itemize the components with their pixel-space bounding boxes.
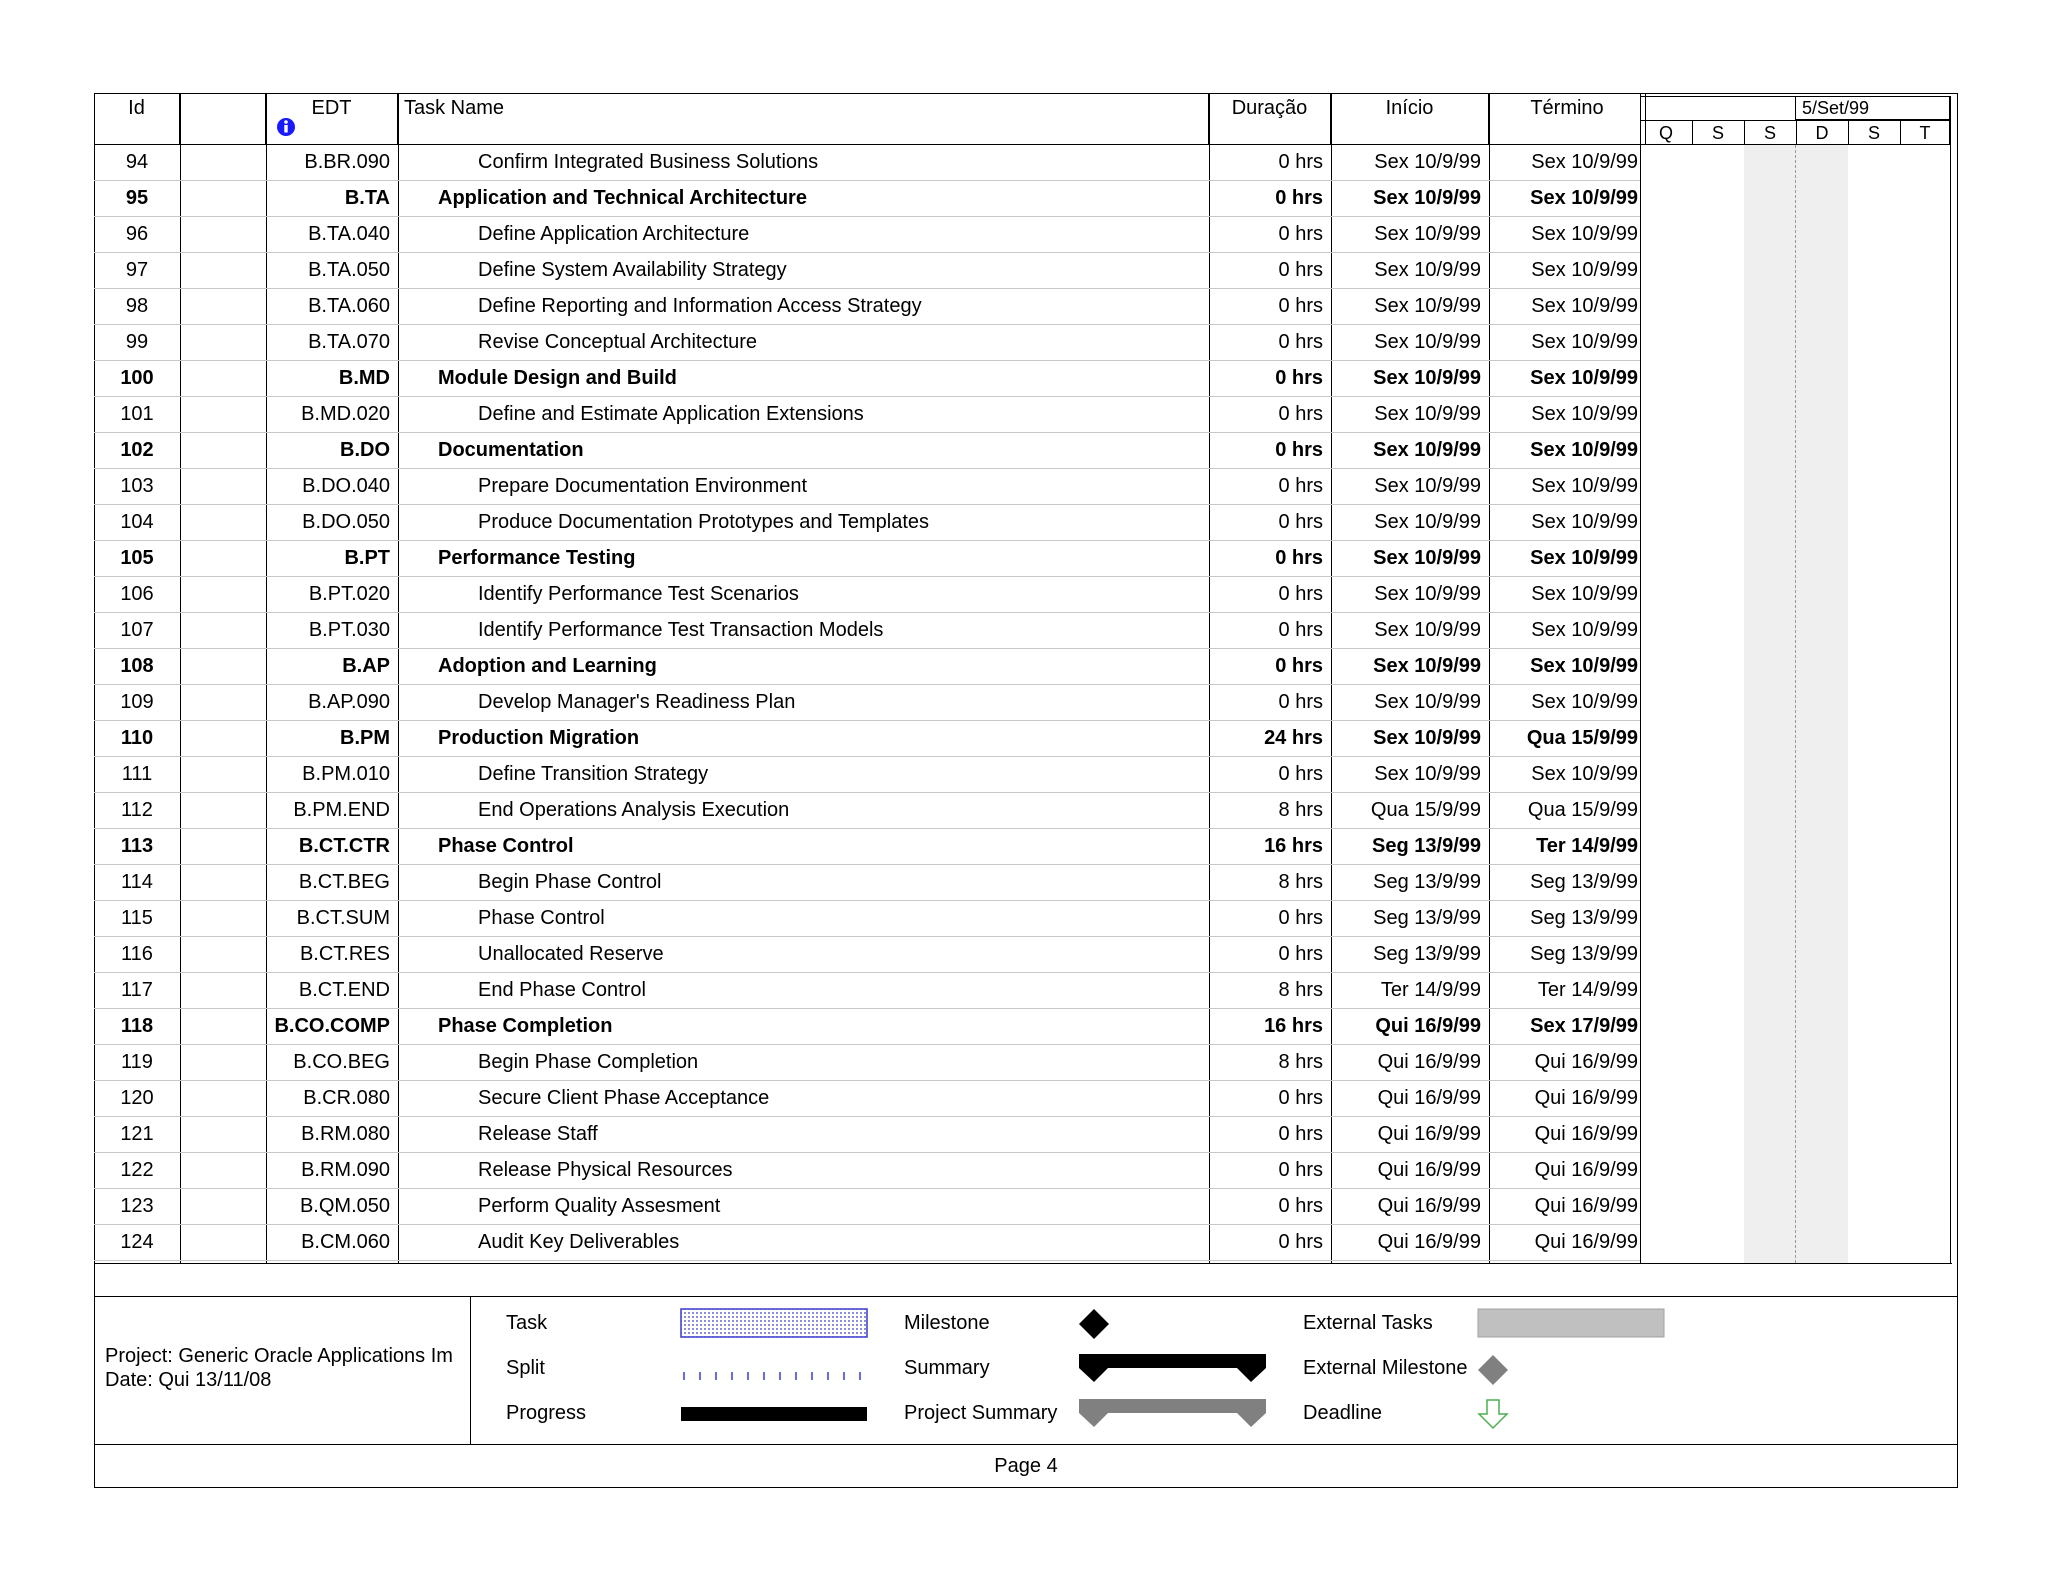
task-finish: Seg 13/9/99 [1530, 943, 1638, 965]
task-edt: B.CT.BEG [298, 871, 390, 893]
task-name: Phase Completion [438, 1015, 613, 1037]
table-row[interactable] [94, 1153, 1640, 1189]
table-row[interactable] [94, 1189, 1640, 1225]
task-duration: 0 hrs [1278, 295, 1323, 317]
legend-top-border [94, 1296, 1958, 1297]
table-row[interactable] [94, 433, 1640, 469]
task-duration: 0 hrs [1278, 763, 1323, 785]
legend-task-bar [680, 1308, 870, 1338]
gantt-week-label: 5/Set/99 [1795, 96, 1950, 120]
task-start: Sex 10/9/99 [1373, 727, 1481, 749]
task-name: Prepare Documentation Environment [478, 475, 808, 497]
task-id: 96 [125, 223, 149, 245]
task-name: Adoption and Learning [438, 655, 657, 677]
task-edt: B.PM.010 [302, 763, 390, 785]
task-edt: B.RM.090 [301, 1159, 390, 1181]
task-finish: Sex 10/9/99 [1530, 547, 1638, 569]
legend-split-marks [680, 1370, 870, 1384]
task-name: Unallocated Reserve [478, 943, 664, 965]
legend-milestone-label: Milestone [904, 1312, 990, 1334]
header-duracao[interactable]: Duração [1209, 93, 1331, 145]
task-edt: B.PT.030 [308, 619, 390, 641]
task-finish: Sex 10/9/99 [1531, 259, 1638, 281]
task-finish: Qui 16/9/99 [1534, 1123, 1638, 1145]
task-name: Phase Control [478, 907, 605, 929]
task-id: 101 [120, 403, 154, 425]
task-id: 111 [121, 763, 153, 785]
legend-progress-bar [680, 1406, 870, 1422]
task-id: 121 [120, 1123, 154, 1145]
task-start: Qui 16/9/99 [1377, 1051, 1481, 1073]
task-name: Revise Conceptual Architecture [478, 331, 758, 353]
task-start: Sex 10/9/99 [1374, 331, 1481, 353]
table-row[interactable] [94, 577, 1640, 613]
table-row[interactable] [94, 1045, 1640, 1081]
legend-split-label: Split [506, 1357, 545, 1379]
table-row[interactable] [94, 649, 1640, 685]
task-finish: Ter 14/9/99 [1537, 979, 1638, 1001]
task-start: Qui 16/9/99 [1377, 1159, 1481, 1181]
task-start: Qua 15/9/99 [1370, 799, 1481, 821]
task-finish: Sex 10/9/99 [1531, 331, 1638, 353]
task-finish: Sex 10/9/99 [1531, 403, 1638, 425]
task-finish: Seg 13/9/99 [1530, 871, 1638, 893]
task-duration: 0 hrs [1278, 1159, 1323, 1181]
task-finish: Qui 16/9/99 [1534, 1051, 1638, 1073]
task-finish: Qua 15/9/99 [1527, 799, 1638, 821]
task-finish: Qua 15/9/99 [1526, 727, 1638, 749]
task-name: Application and Technical Architecture [438, 187, 807, 209]
task-edt: B.CT.CTR [298, 835, 390, 857]
task-duration: 0 hrs [1278, 943, 1323, 965]
task-edt: B.TA.050 [308, 259, 390, 281]
task-name: Module Design and Build [438, 367, 677, 389]
table-row[interactable] [94, 289, 1640, 325]
task-finish: Sex 10/9/99 [1531, 583, 1638, 605]
gantt-day: T [1919, 123, 1931, 143]
task-id: 120 [120, 1087, 154, 1109]
task-start: Sex 10/9/99 [1374, 691, 1481, 713]
task-edt: B.CR.080 [303, 1087, 390, 1109]
table-row[interactable] [94, 469, 1640, 505]
table-row[interactable] [94, 181, 1640, 217]
page-number: Page 4 [994, 1455, 1058, 1477]
task-edt: B.QM.050 [299, 1195, 390, 1217]
task-name: Phase Control [438, 835, 574, 857]
table-row[interactable] [94, 1225, 1640, 1261]
task-id: 109 [120, 691, 154, 713]
project-info [105, 1344, 453, 1392]
task-start: Qui 16/9/99 [1377, 1123, 1481, 1145]
task-duration: 0 hrs [1275, 367, 1323, 389]
task-start: Seg 13/9/99 [1373, 871, 1481, 893]
task-id: 114 [121, 871, 153, 893]
task-duration: 0 hrs [1278, 151, 1323, 173]
task-start: Sex 10/9/99 [1374, 763, 1481, 785]
task-duration: 0 hrs [1278, 907, 1323, 929]
task-name: Begin Phase Control [478, 871, 662, 893]
task-finish: Sex 17/9/99 [1530, 1015, 1638, 1037]
table-row[interactable] [94, 325, 1640, 361]
task-id: 117 [121, 979, 153, 1001]
task-name: Define Application Architecture [478, 223, 750, 245]
table-row[interactable] [94, 793, 1640, 829]
table-row[interactable] [94, 361, 1640, 397]
gantt-day: Q [1640, 121, 1693, 145]
table-row[interactable] [94, 757, 1640, 793]
task-id: 103 [120, 475, 154, 497]
table-row[interactable] [94, 829, 1640, 865]
task-start: Seg 13/9/99 [1372, 835, 1481, 857]
task-finish: Qui 16/9/99 [1534, 1087, 1638, 1109]
task-finish: Sex 10/9/99 [1531, 763, 1638, 785]
task-duration: 8 hrs [1278, 871, 1323, 893]
task-name: Define and Estimate Application Extensions [478, 403, 864, 425]
task-id: 94 [125, 151, 149, 173]
task-id: 97 [125, 259, 149, 281]
task-edt: B.BR.090 [304, 151, 390, 173]
table-row[interactable] [94, 541, 1640, 577]
task-name: Production Migration [438, 727, 640, 749]
task-duration: 8 hrs [1278, 1051, 1323, 1073]
task-id: 104 [120, 511, 154, 533]
legend-deadline-label: Deadline [1303, 1402, 1382, 1424]
task-start: Sex 10/9/99 [1374, 511, 1481, 533]
task-name: Identify Performance Test Transaction Models [478, 619, 884, 641]
table-row[interactable] [94, 505, 1640, 541]
task-id: 95 [125, 187, 149, 209]
task-name: Secure Client Phase Acceptance [478, 1087, 770, 1109]
task-duration: 0 hrs [1278, 223, 1323, 245]
task-name: Develop Manager's Readiness Plan [478, 691, 796, 713]
task-id: 112 [121, 799, 153, 821]
task-finish: Sex 10/9/99 [1530, 439, 1638, 461]
table-row[interactable] [94, 1117, 1640, 1153]
task-duration: 0 hrs [1278, 259, 1323, 281]
task-finish: Sex 10/9/99 [1531, 223, 1638, 245]
legend-progress-label: Progress [506, 1402, 587, 1424]
header-edt[interactable]: EDT [266, 93, 398, 145]
gantt-day: S [1848, 121, 1901, 145]
table-row[interactable] [94, 613, 1640, 649]
table-row[interactable] [94, 253, 1640, 289]
task-edt: B.TA [344, 187, 390, 209]
task-finish: Sex 10/9/99 [1531, 151, 1638, 173]
task-start: Qui 16/9/99 [1375, 1015, 1481, 1037]
project-name: Project: Generic Oracle Applications Im [105, 1345, 453, 1367]
task-id: 113 [120, 835, 154, 857]
gantt-days [1640, 120, 1950, 145]
task-duration: 0 hrs [1278, 691, 1323, 713]
task-duration: 0 hrs [1278, 331, 1323, 353]
task-duration: 16 hrs [1264, 1015, 1323, 1037]
task-duration: 8 hrs [1278, 979, 1323, 1001]
table-row[interactable] [94, 721, 1640, 757]
header-id[interactable]: Id [94, 93, 180, 145]
task-name: Produce Documentation Prototypes and Templates [478, 511, 930, 533]
task-duration: 16 hrs [1264, 835, 1323, 857]
gantt-day: D [1796, 121, 1849, 145]
table-row[interactable] [94, 973, 1640, 1009]
task-finish: Qui 16/9/99 [1534, 1231, 1638, 1253]
task-start: Sex 10/9/99 [1374, 583, 1481, 605]
task-edt: B.RM.080 [301, 1123, 390, 1145]
task-edt: B.CM.060 [301, 1231, 390, 1253]
task-finish: Sex 10/9/99 [1531, 619, 1638, 641]
task-id: 119 [121, 1051, 153, 1073]
table-row[interactable] [94, 937, 1640, 973]
header-termino[interactable]: Término [1489, 93, 1646, 145]
task-id: 107 [120, 619, 154, 641]
task-name: Documentation [438, 439, 584, 461]
task-id: 98 [125, 295, 149, 317]
task-start: Qui 16/9/99 [1377, 1231, 1481, 1253]
task-start: Sex 10/9/99 [1373, 187, 1481, 209]
task-finish: Sex 10/9/99 [1531, 295, 1638, 317]
task-start: Seg 13/9/99 [1373, 907, 1481, 929]
task-name: Confirm Integrated Business Solutions [478, 151, 819, 173]
gantt-timescale [1640, 96, 1950, 145]
header-inicio[interactable]: Início [1331, 93, 1489, 145]
task-duration: 0 hrs [1278, 1195, 1323, 1217]
table-row[interactable] [94, 865, 1640, 901]
task-duration: 8 hrs [1278, 799, 1323, 821]
header-task-name[interactable]: Task Name [398, 93, 1209, 145]
task-finish: Ter 14/9/99 [1536, 835, 1638, 857]
table-row[interactable] [94, 1081, 1640, 1117]
task-name: Identify Performance Test Scenarios [478, 583, 799, 605]
legend-project-summary-label: Project Summary [904, 1402, 1058, 1424]
task-start: Sex 10/9/99 [1374, 151, 1481, 173]
task-edt: B.CT.SUM [296, 907, 390, 929]
task-duration: 24 hrs [1264, 727, 1323, 749]
task-edt: B.CO.COMP [274, 1015, 390, 1037]
external-milestone-icon [1477, 1354, 1509, 1386]
task-duration: 0 hrs [1278, 583, 1323, 605]
task-start: Sex 10/9/99 [1374, 223, 1481, 245]
task-duration: 0 hrs [1278, 475, 1323, 497]
table-row[interactable] [94, 145, 1640, 181]
task-edt: B.PT.020 [308, 583, 390, 605]
task-finish: Sex 10/9/99 [1530, 367, 1638, 389]
task-name: Define Transition Strategy [478, 763, 709, 785]
task-duration: 0 hrs [1278, 619, 1323, 641]
task-duration: 0 hrs [1278, 1231, 1323, 1253]
task-edt: B.MD.020 [301, 403, 390, 425]
project-summary-bar-icon [1078, 1397, 1268, 1429]
legend-divider [470, 1296, 471, 1444]
task-name: Audit Key Deliverables [478, 1231, 680, 1253]
task-id: 108 [120, 655, 154, 677]
task-start: Ter 14/9/99 [1380, 979, 1481, 1001]
task-start: Qui 16/9/99 [1377, 1195, 1481, 1217]
task-id: 118 [120, 1015, 154, 1037]
task-name: Define System Availability Strategy [478, 259, 787, 281]
task-duration: 0 hrs [1278, 511, 1323, 533]
task-finish: Sex 10/9/99 [1530, 187, 1638, 209]
task-name: End Phase Control [478, 979, 646, 1001]
legend-task-label: Task [506, 1312, 548, 1334]
table-row[interactable] [94, 397, 1640, 433]
task-edt: B.DO [340, 439, 390, 461]
task-start: Sex 10/9/99 [1373, 547, 1481, 569]
gantt-day: S [1692, 121, 1745, 145]
task-edt: B.TA.060 [308, 295, 390, 317]
task-edt: B.PT [344, 547, 390, 569]
task-id: 124 [120, 1231, 154, 1253]
task-name: Define Reporting and Information Access Strategy [478, 295, 922, 317]
task-duration: 0 hrs [1278, 403, 1323, 425]
task-name: Performance Testing [438, 547, 636, 569]
task-start: Sex 10/9/99 [1373, 367, 1481, 389]
task-id: 122 [120, 1159, 154, 1181]
gantt-weekend-shade [1744, 145, 1848, 1263]
task-id: 105 [120, 547, 154, 569]
deadline-arrow-icon [1477, 1398, 1509, 1430]
task-start: Seg 13/9/99 [1373, 943, 1481, 965]
table-row[interactable] [94, 217, 1640, 253]
task-id: 100 [120, 367, 154, 389]
task-edt: B.CT.END [298, 979, 390, 1001]
milestone-icon [1078, 1308, 1110, 1340]
task-id: 123 [120, 1195, 154, 1217]
task-finish: Sex 10/9/99 [1531, 511, 1638, 533]
legend-external-tasks-label: External Tasks [1303, 1312, 1433, 1334]
external-task-bar [1477, 1308, 1667, 1338]
task-start: Sex 10/9/99 [1374, 403, 1481, 425]
table-row[interactable] [94, 901, 1640, 937]
task-start: Sex 10/9/99 [1374, 475, 1481, 497]
task-edt: B.DO.050 [302, 511, 390, 533]
task-start: Sex 10/9/99 [1374, 619, 1481, 641]
task-duration: 0 hrs [1278, 1087, 1323, 1109]
task-id: 110 [120, 727, 154, 749]
task-edt: B.TA.040 [308, 223, 390, 245]
task-name: Release Staff [478, 1123, 598, 1145]
task-finish: Sex 10/9/99 [1531, 475, 1638, 497]
gantt-right-border [1950, 96, 1951, 1263]
header-info[interactable] [180, 93, 266, 145]
gantt-day: S [1744, 121, 1797, 145]
task-edt: B.DO.040 [302, 475, 390, 497]
task-finish: Sex 10/9/99 [1531, 691, 1638, 713]
task-duration: 0 hrs [1275, 187, 1323, 209]
task-start: Sex 10/9/99 [1373, 655, 1481, 677]
task-edt: B.PM.END [293, 799, 390, 821]
gantt-today-line [1795, 145, 1796, 1263]
task-start: Sex 10/9/99 [1374, 295, 1481, 317]
task-duration: 0 hrs [1275, 655, 1323, 677]
task-edt: B.TA.070 [308, 331, 390, 353]
task-start: Sex 10/9/99 [1374, 259, 1481, 281]
task-edt: B.PM [340, 727, 390, 749]
task-id: 115 [121, 907, 153, 929]
task-start: Qui 16/9/99 [1377, 1087, 1481, 1109]
task-finish: Sex 10/9/99 [1530, 655, 1638, 677]
task-id: 99 [125, 331, 149, 353]
task-duration: 0 hrs [1275, 439, 1323, 461]
legend-summary-label: Summary [904, 1357, 990, 1379]
task-edt: B.CO.BEG [293, 1051, 390, 1073]
footer-divider [94, 1444, 1958, 1445]
task-id: 116 [121, 943, 153, 965]
task-finish: Qui 16/9/99 [1534, 1159, 1638, 1181]
table-row[interactable] [94, 685, 1640, 721]
task-edt: B.CT.RES [299, 943, 390, 965]
task-id: 102 [120, 439, 154, 461]
task-name: Release Physical Resources [478, 1159, 733, 1181]
task-duration: 0 hrs [1278, 1123, 1323, 1145]
table-bottom-border [94, 1263, 1952, 1264]
task-finish: Qui 16/9/99 [1534, 1195, 1638, 1217]
project-date: Date: Qui 13/11/08 [105, 1369, 272, 1391]
task-name: End Operations Analysis Execution [478, 799, 790, 821]
summary-bar-icon [1078, 1352, 1268, 1384]
task-name: Perform Quality Assesment [478, 1195, 721, 1217]
task-start: Sex 10/9/99 [1373, 439, 1481, 461]
task-name: Begin Phase Completion [478, 1051, 699, 1073]
legend-external-milestone-label: External Milestone [1303, 1357, 1468, 1379]
task-id: 106 [120, 583, 154, 605]
table-row[interactable] [94, 1009, 1640, 1045]
task-edt: B.AP [342, 655, 390, 677]
task-edt: B.AP.090 [308, 691, 390, 713]
task-edt: B.MD [338, 367, 390, 389]
task-finish: Seg 13/9/99 [1530, 907, 1638, 929]
task-duration: 0 hrs [1275, 547, 1323, 569]
